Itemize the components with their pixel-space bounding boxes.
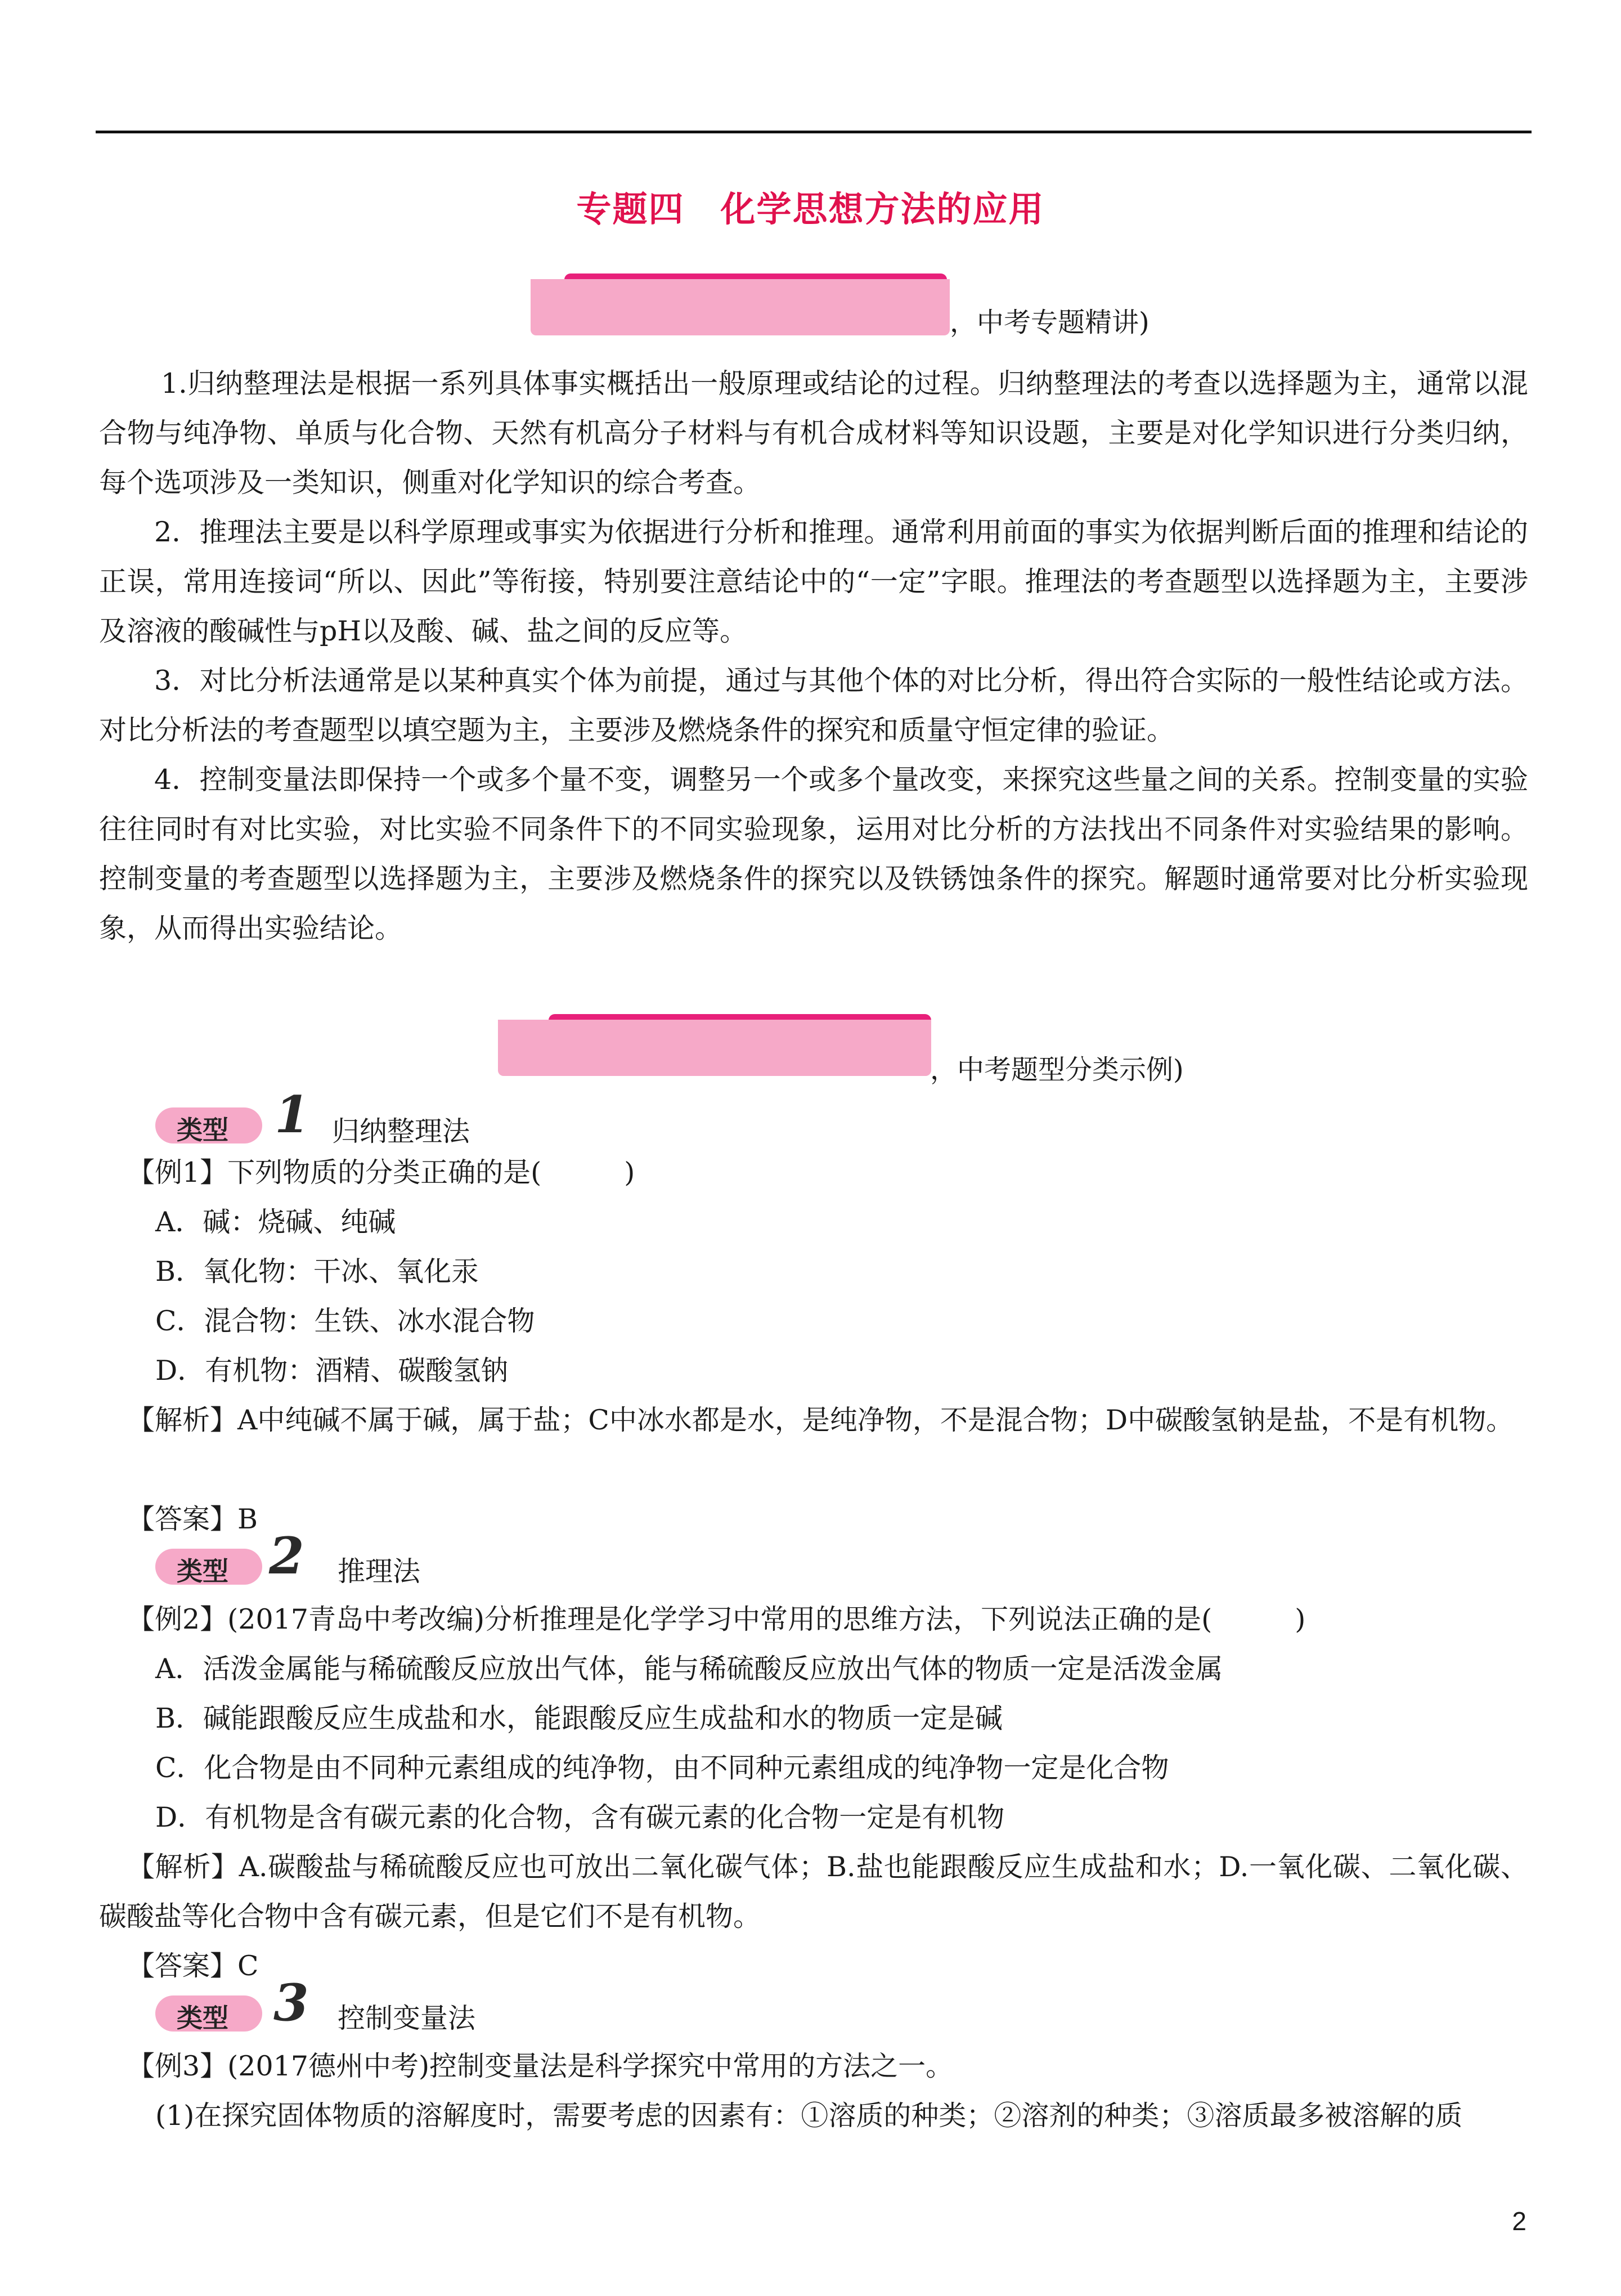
example-2-option-a: A．活泼金属能与稀硫酸反应放出气体，能与稀硫酸反应放出气体的物质一定是活泼金属 — [155, 1653, 1223, 1685]
example-1-option-d: D．有机物：酒精、碳酸氢钠 — [155, 1355, 509, 1387]
type-number-3: 3 — [273, 1973, 309, 2033]
intro-paragraph-4: 4．控制变量法即保持一个或多个量不变，调整另一个或多个量改变，来探究这些量之间的关系。控制变量的实验往往同时有对比实验，对比实验不同条件下的不同实验现象，运用对比分析的方法找出不同条件对实验结果的影响。控制变量的考查题型以选择题为主，主要涉及燃烧条件的探究以及铁锈蚀条件的探究。解题时通常要对比分析实验现象，从而得出实验结论。 — [99, 764, 1528, 944]
example-2-option-c: C．化合物是由不同种元素组成的纯净物，由不同种元素组成的纯净物一定是化合物 — [155, 1752, 1169, 1784]
type-name-2: 推理法 — [338, 1555, 421, 1588]
example-2-option-d: D．有机物是含有碳元素的化合物，含有碳元素的化合物一定是有机物 — [155, 1801, 1005, 1833]
intro-paragraph-2: 2．推理法主要是以科学原理或事实为依据进行分析和推理。通常利用前面的事实为依据判断后面的推理和结论的正误，常用连接词“所以、因此”等衔接，特别要注意结论中的“一定”字眼。推理法的考查题型以选择题为主，主要涉及溶液的酸碱性与pH以及酸、碱、盐之间的反应等。 — [99, 516, 1528, 647]
header-rule — [96, 131, 1532, 133]
example-1-analysis: 【解析】A中纯碱不属于碱，属于盐；C中冰水都是水，是纯净物，不是混合物；D中碳酸氢钠是盐，不是有机物。 — [127, 1404, 1514, 1436]
example-1-question: 【例1】下列物质的分类正确的是( ) — [127, 1156, 635, 1189]
type-number-1: 1 — [275, 1085, 310, 1145]
type-name-1: 归纳整理法 — [332, 1115, 470, 1147]
section-label-1: ，中考专题精讲) — [950, 307, 1149, 338]
example-1-answer: 【答案】B — [127, 1503, 258, 1535]
example-2-question: 【例2】(2017青岛中考改编)分析推理是化学学习中常用的思维方法，下列说法正确的是( ) — [127, 1603, 1306, 1635]
type-badge-3: 类型 — [155, 1995, 262, 2032]
intro-paragraph-1: 1.归纳整理法是根据一系列具体事实概括出一般原理或结论的过程。归纳整理法的考查以选择题为主，通常以混合物与纯净物、单质与化合物、天然有机高分子材料与有机合成材料等知识设题，主要是对化学知识进行分类归纳，每个选项涉及一类知识，侧重对化学知识的综合考查。 — [99, 367, 1528, 499]
type-badge-2: 类型 — [155, 1549, 262, 1585]
example-3-part-1: (1)在探究固体物质的溶解度时，需要考虑的因素有：①溶质的种类；②溶剂的种类；③溶质最多被溶解的质 — [155, 2100, 1463, 2132]
example-1-option-b: B．氧化物：干冰、氧化汞 — [155, 1255, 479, 1288]
page-number: 2 — [1512, 2207, 1526, 2236]
example-3-question: 【例3】(2017德州中考)控制变量法是科学探究中常用的方法之一。 — [127, 2050, 954, 2082]
example-1-option-a: A．碱：烧碱、纯碱 — [155, 1206, 396, 1238]
section-label-2: ，中考题型分类示例) — [930, 1054, 1184, 1086]
type-number-2: 2 — [269, 1526, 304, 1586]
example-1-option-c: C．混合物：生铁、冰水混合物 — [155, 1305, 535, 1337]
example-2-analysis: 【解析】A.碳酸盐与稀硫酸反应也可放出二氧化碳气体；B.盐也能跟酸反应生成盐和水；D.一氧化碳、二氧化碳、碳酸盐等化合物中含有碳元素，但是它们不是有机物。 — [99, 1851, 1528, 1932]
page-title: 专题四 化学思想方法的应用 — [576, 189, 1045, 230]
example-2-answer: 【答案】C — [127, 1950, 259, 1982]
type-name-3: 控制变量法 — [338, 2002, 476, 2034]
example-2-option-b: B．碱能跟酸反应生成盐和水，能跟酸反应生成盐和水的物质一定是碱 — [155, 1702, 1003, 1734]
intro-paragraphs — [99, 359, 1528, 953]
intro-paragraph-3: 3．对比分析法通常是以某种真实个体为前提，通过与其他个体的对比分析，得出符合实际的一般性结论或方法。对比分析法的考查题型以填空题为主，主要涉及燃烧条件的探究和质量守恒定律的验证。 — [99, 665, 1528, 746]
type-badge-1: 类型 — [155, 1107, 262, 1143]
